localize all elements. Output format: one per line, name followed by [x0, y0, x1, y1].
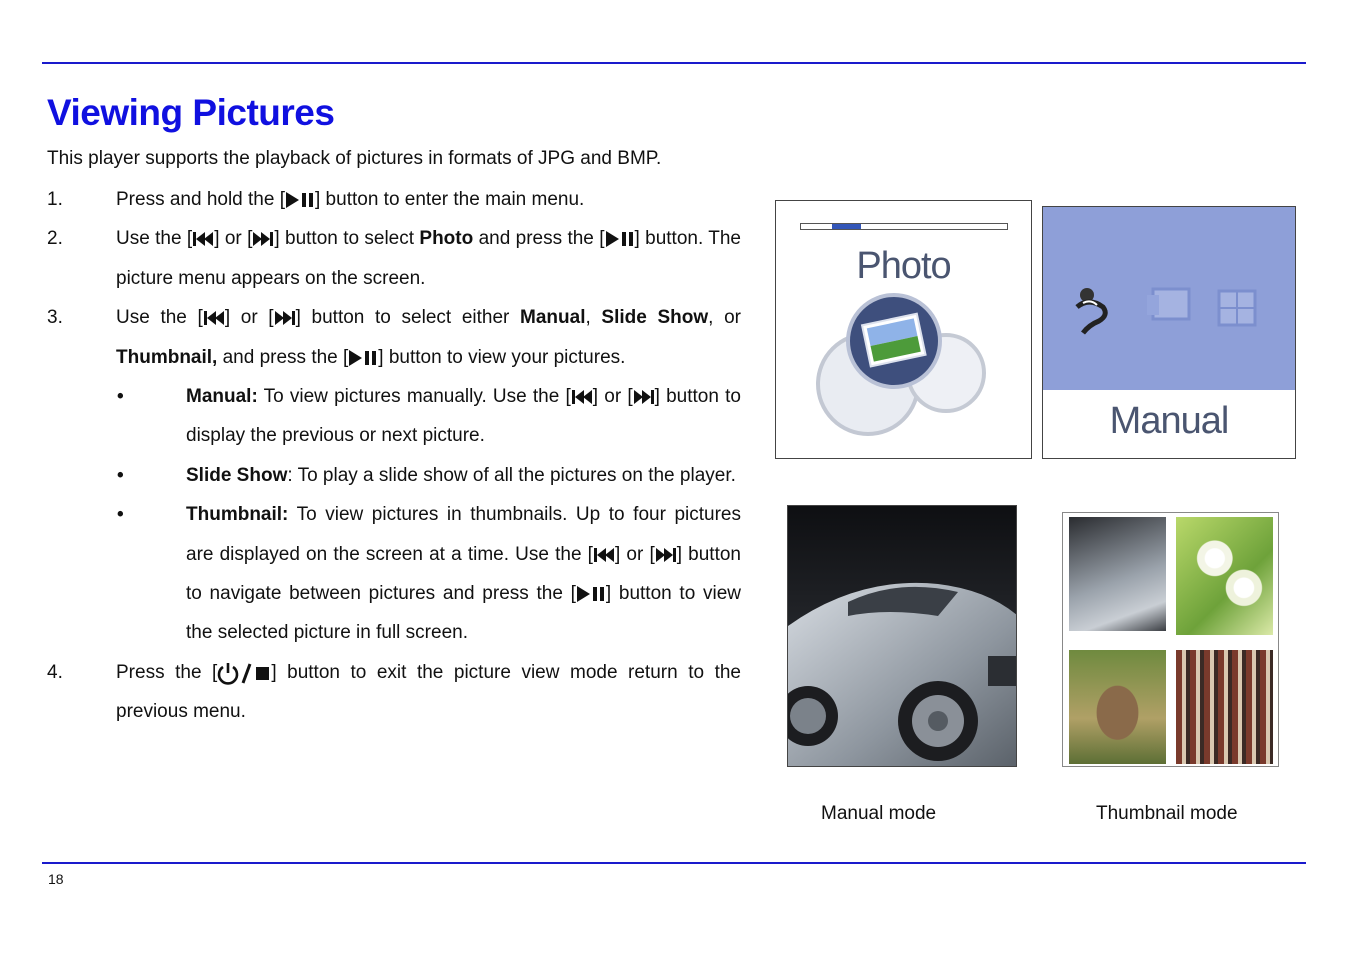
step-number: 4. — [47, 661, 63, 683]
play-pause-icon — [576, 585, 606, 603]
next-icon — [274, 310, 296, 326]
caption-manual-mode: Manual mode — [821, 803, 937, 824]
step-number: 1. — [47, 189, 63, 210]
thumbnail-animal — [1069, 650, 1166, 764]
step-1: 1. Press and hold the [ ] button to enter the main menu. — [47, 180, 741, 219]
bullet-slide-show: • Slide Show: To play a slide show of all the pictures on the player. — [47, 456, 741, 495]
previous-icon — [571, 389, 593, 405]
play-pause-icon — [348, 349, 378, 367]
bullet-dot: • — [117, 464, 124, 486]
manual-menu-label: Manual — [1109, 400, 1229, 442]
previous-icon — [192, 231, 214, 247]
slideshow-mode-icon — [1147, 289, 1189, 319]
manual-mode-picture — [787, 505, 1017, 767]
instruction-list — [47, 180, 741, 732]
next-icon — [252, 231, 274, 247]
power-stop-icon — [217, 661, 271, 685]
bullet-thumbnail: • Thumbnail: To view pictures in thumbnails. Up to four pictures are displayed on the screen at a time. Use the [ ] or [ ] button to navigate between pictures and press the [ ] button to view the selected picture in full screen. — [47, 495, 741, 653]
page-number: 18 — [48, 871, 64, 887]
next-icon — [633, 389, 655, 405]
play-pause-icon — [285, 191, 315, 209]
step-2: 2. Use the [ ] or [ ] button to select Photo and press the [ ] button. The picture menu appears on the screen. — [47, 219, 741, 298]
intro-text: This player supports the playback of pictures in formats of JPG and BMP. — [47, 148, 662, 169]
bullet-dot: • — [117, 504, 124, 526]
car-photo — [788, 506, 1017, 767]
photo-menu-label: Photo — [856, 245, 951, 287]
previous-icon — [593, 547, 615, 563]
thumbnail-flowers — [1176, 517, 1273, 635]
manual-menu-screen — [1042, 206, 1296, 459]
top-rule — [42, 62, 1306, 64]
next-icon — [655, 547, 677, 563]
step-3: 3. Use the [ ] or [ ] button to select either Manual, Slide Show, or Thumbnail, and press the [ ] button to view your pictures. — [47, 298, 741, 377]
previous-icon — [203, 310, 225, 326]
thumbnail-building — [1176, 650, 1273, 764]
manual-mode-icon — [1077, 288, 1105, 333]
bullet-manual: • Manual: To view pictures manually. Use the [ ] or [ ] button to display the previous or next picture. — [47, 377, 741, 456]
bottom-rule — [42, 862, 1306, 864]
caption-thumbnail-mode: Thumbnail mode — [1096, 803, 1238, 824]
photo-app-icon — [776, 201, 1032, 459]
thumbnail-mode-icon — [1219, 291, 1255, 325]
thumbnail-car — [1069, 517, 1166, 631]
step-number: 2. — [47, 228, 63, 250]
step-4: 4. Press the [ ] button to exit the picture view mode return to the previous menu. — [47, 653, 741, 732]
step-number: 3. — [47, 307, 63, 329]
bullet-dot: • — [117, 386, 124, 408]
thumbnail-mode-picture — [1062, 512, 1279, 767]
page-title: Viewing Pictures — [47, 92, 335, 133]
play-pause-icon — [605, 230, 635, 248]
mode-icons — [1043, 207, 1296, 390]
photo-menu-screen — [775, 200, 1032, 459]
